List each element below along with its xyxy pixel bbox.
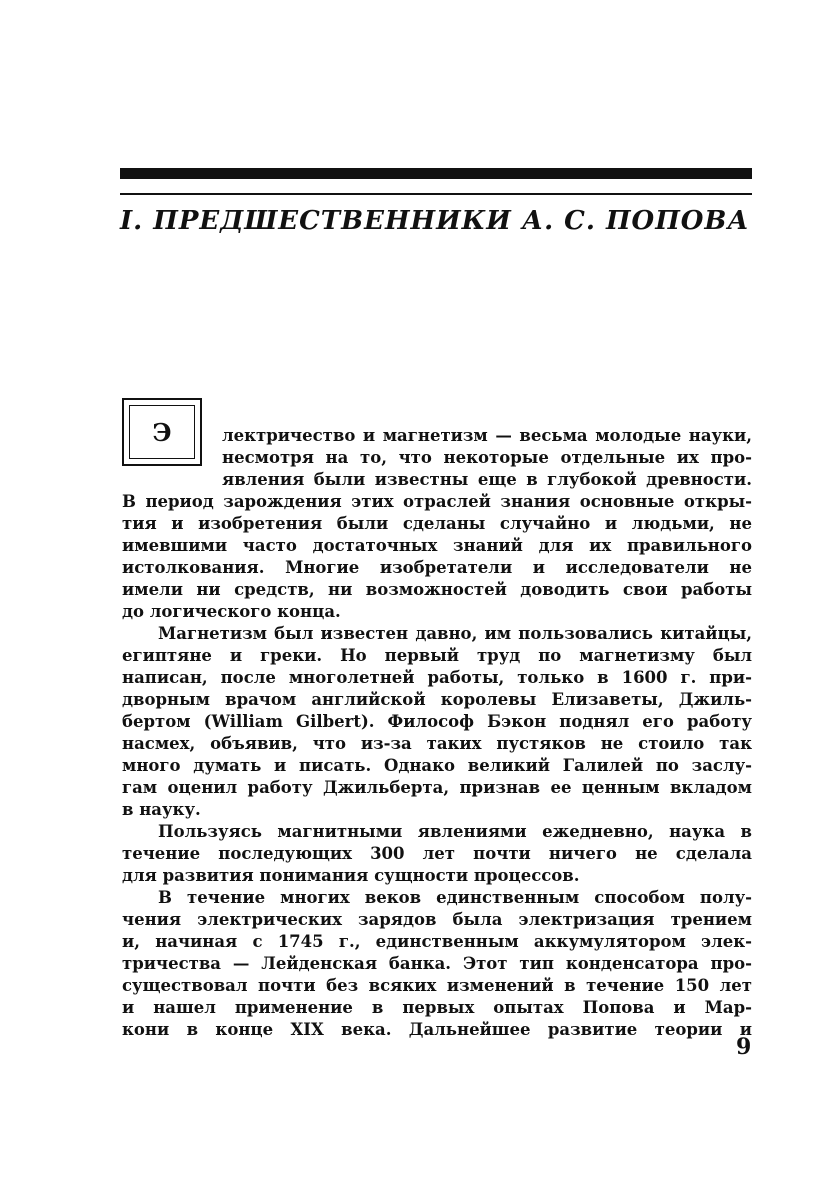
- drop-cap-letter: Э: [129, 405, 195, 459]
- text-line: чения электрических зарядов была электризация трением: [122, 910, 752, 929]
- text-line: явления были известны еще в глубокой древности.: [222, 470, 752, 489]
- text-line: тричества — Лейденская банка. Этот тип конденсатора про-: [122, 954, 752, 973]
- text-line: много думать и писать. Однако великий Галилей по заслу-: [122, 756, 752, 775]
- text-line: В период зарождения этих отраслей знания основные откры-: [122, 492, 752, 511]
- header-rule-thick: [120, 168, 752, 179]
- text-line: истолкования. Многие изобретатели и исследователи не: [122, 558, 752, 577]
- text-line: до логического конца.: [122, 602, 341, 621]
- header-rule-thin: [120, 193, 752, 195]
- text-line: имевшими часто достаточных знаний для их правильного: [122, 536, 752, 555]
- chapter-title: I. ПРЕДШЕСТВЕННИКИ А. С. ПОПОВА: [120, 206, 750, 236]
- text-line: существовал почти без всяких изменений в течение 150 лет: [122, 976, 752, 995]
- text-line: в науку.: [122, 800, 201, 819]
- text-line: тия и изобретения были сделаны случайно и людьми, не: [122, 514, 752, 533]
- text-line: Пользуясь магнитными явлениями ежедневно, наука в: [158, 822, 752, 841]
- text-line: написан, после многолетней работы, только в 1600 г. при-: [122, 668, 752, 687]
- text-line: кони в конце XIX века. Дальнейшее развитие теории и: [122, 1020, 752, 1039]
- text-line: гам оценил работу Джильберта, признав ее ценным вкладом: [122, 778, 752, 797]
- text-line: имели ни средств, ни возможностей доводить свои работы: [122, 580, 752, 599]
- text-line: для развития понимания сущности процессов.: [122, 866, 580, 885]
- text-line: несмотря на то, что некоторые отдельные их про-: [222, 448, 752, 467]
- text-line: и, начиная с 1745 г., единственным аккумулятором элек-: [122, 932, 752, 951]
- text-line: египтяне и греки. Но первый труд по магнетизму был: [122, 646, 752, 665]
- drop-cap-frame: [122, 398, 202, 466]
- text-line: бертом (William Gilbert). Философ Бэкон поднял его работу: [122, 712, 752, 731]
- text-line: Магнетизм был известен давно, им пользовались китайцы,: [158, 624, 752, 643]
- text-line: В течение многих веков единственным способом полу-: [158, 888, 752, 907]
- text-line: насмех, объявив, что из-за таких пустяков не стоило так: [122, 734, 752, 753]
- page-number: 9: [736, 1034, 752, 1060]
- text-line: дворным врачом английской королевы Елизаветы, Джиль-: [122, 690, 752, 709]
- text-line: и нашел применение в первых опытах Попова и Мар-: [122, 998, 752, 1017]
- text-line: течение последующих 300 лет почти ничего не сделала: [122, 844, 752, 863]
- text-line: лектричество и магнетизм — весьма молодые науки,: [222, 426, 752, 445]
